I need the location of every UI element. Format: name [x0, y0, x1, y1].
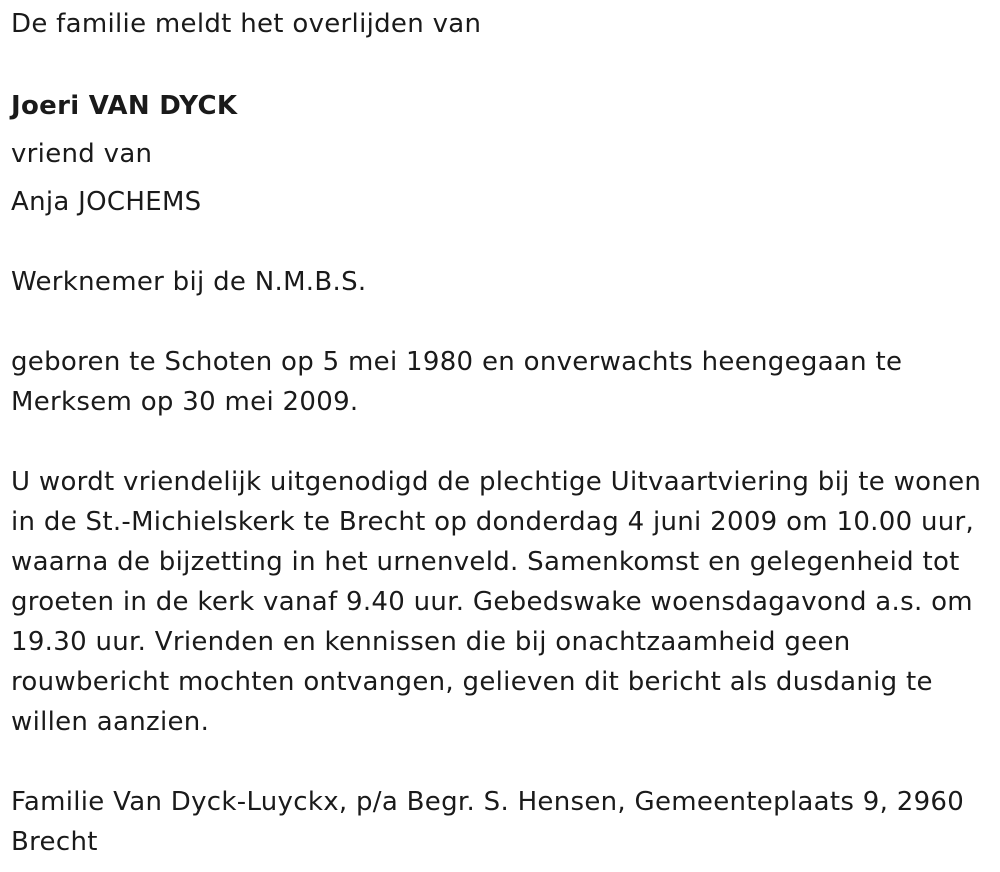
birth-death-line-2: Merksem op 30 mei 2009. [11, 387, 359, 417]
invitation-line: waarna de bijzetting in het urnenveld. Samenkomst en gelegenheid tot [11, 547, 960, 577]
partner-name: Anja JOCHEMS [11, 187, 202, 217]
deceased-name: Joeri VAN DYCK [11, 91, 238, 121]
intro-text: De familie meldt het overlijden van [11, 9, 482, 39]
occupation-text: Werknemer bij de N.M.B.S. [11, 267, 367, 297]
invitation-line: groeten in de kerk vanaf 9.40 uur. Gebedswake woensdagavond a.s. om [11, 587, 973, 617]
invitation-line: in de St.-Michielskerk te Brecht op donderdag 4 juni 2009 om 10.00 uur, [11, 507, 975, 537]
birth-death-line-1: geboren te Schoten op 5 mei 1980 en onverwachts heengegaan te [11, 347, 903, 377]
relation-text: vriend van [11, 139, 153, 169]
invitation-line: U wordt vriendelijk uitgenodigd de plechtige Uitvaartviering bij te wonen [11, 467, 982, 497]
address-line-2: Brecht [11, 827, 98, 857]
invitation-line: willen aanzien. [11, 707, 210, 737]
invitation-line: rouwbericht mochten ontvangen, gelieven dit bericht als dusdanig te [11, 667, 933, 697]
address-line-1: Familie Van Dyck-Luyckx, p/a Begr. S. Hensen, Gemeenteplaats 9, 2960 [11, 787, 965, 817]
invitation-line: 19.30 uur. Vrienden en kennissen die bij onachtzaamheid geen [11, 627, 851, 657]
